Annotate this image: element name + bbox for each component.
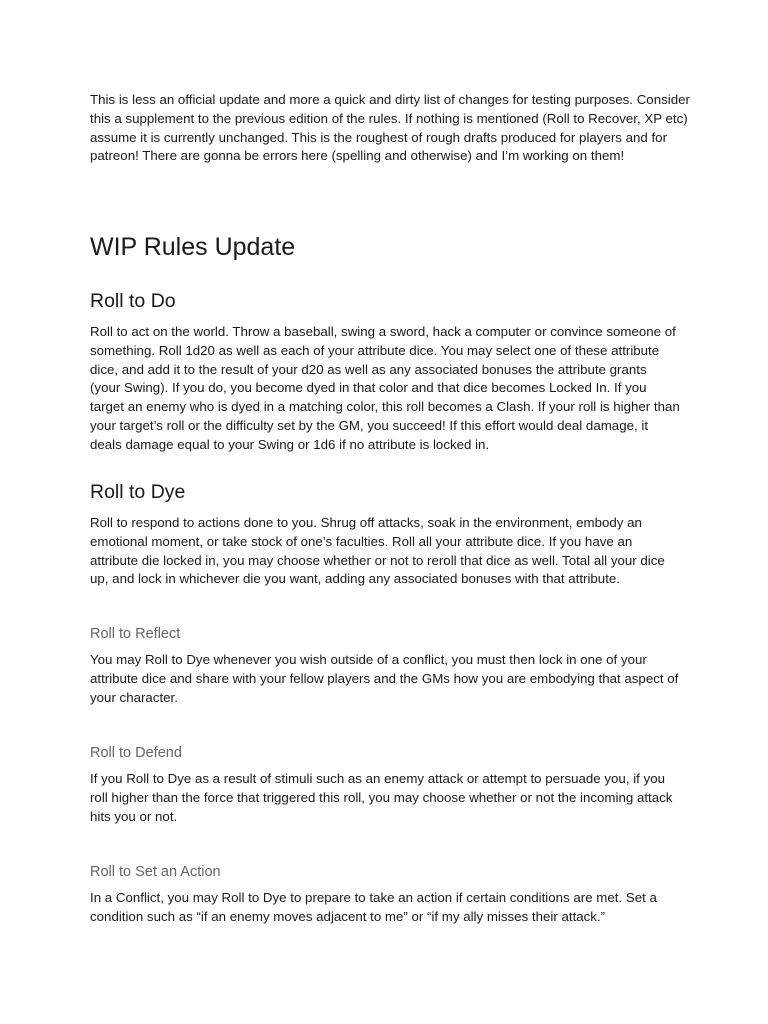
paragraph-roll-to-reflect: You may Roll to Dye whenever you wish outside of a conflict, you must then lock in one of your attribute dice and share with your fellow players and the GMs how you are embodying that aspect of your character.: [90, 652, 679, 705]
paragraph-roll-to-do: Roll to act on the world. Throw a baseball, swing a sword, hack a computer or convince someone of something. Roll 1d20 as well as each of your attribute dice. You may select one of these attribute dice, and add it to the result of your d20 as well as any associated bonuses the attribute grants (your Swing). If you do, you become dyed in that color and that dice becomes Locked In. If you target an enemy who is dyed in a matching color, this roll becomes a Clash. If your roll is higher than your target’s roll or the difficulty set by the GM, you succeed! If this effort would deal damage, it deals damage equal to your Swing or 1d6 if no attribute is locked in.: [90, 324, 680, 452]
page-title: WIP Rules Update: [90, 233, 296, 261]
paragraph-roll-to-defend: If you Roll to Dye as a result of stimuli such as an enemy attack or attempt to persuade you, if you roll higher than the force that triggered this roll, you may choose whether or not the incoming attack hits you or not.: [90, 771, 673, 824]
paragraph-roll-to-set-action: In a Conflict, you may Roll to Dye to prepare to take an action if certain conditions are met. Set a condition such as “if an enemy moves adjacent to me” or “if my ally misses their attack.”: [90, 890, 657, 924]
intro-paragraph: This is less an official update and more a quick and dirty list of changes for testing purposes. Consider this a supplement to the previous edition of the rules. If nothing is mentioned (Roll to Recover, XP etc) assume it is currently unchanged. This is the roughest of rough drafts produced for players and for patreon! There are gonna be errors here (spelling and otherwise) and I’m working on them!: [90, 92, 690, 164]
paragraph-roll-to-dye: Roll to respond to actions done to you. Shrug off attacks, soak in the environment, embody an emotional moment, or take stock of one’s faculties. Roll all your attribute dice. If you have an attribute die locked in, you may choose whether or not to reroll that dice as well. Total all your dice up, and lock in whichever die you want, adding any associated bonuses with that attribute.: [90, 515, 665, 587]
heading-roll-to-dye: Roll to Dye: [90, 481, 186, 503]
heading-roll-to-reflect: Roll to Reflect: [90, 626, 181, 642]
heading-roll-to-defend: Roll to Defend: [90, 745, 182, 761]
heading-roll-to-do: Roll to Do: [90, 290, 176, 312]
heading-roll-to-set-action: Roll to Set an Action: [90, 864, 221, 880]
document-page: [90, 91, 690, 924]
